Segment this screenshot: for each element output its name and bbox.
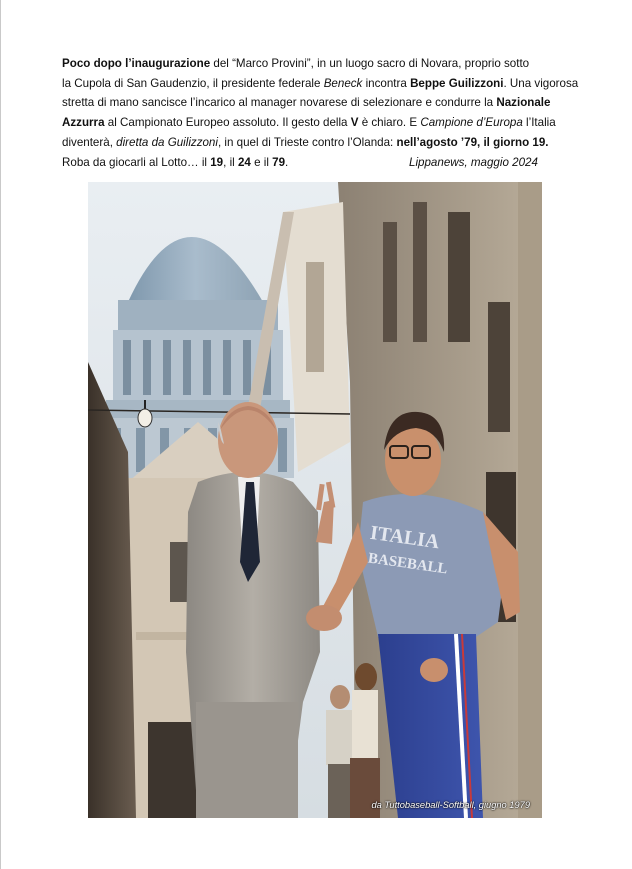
caption-text bbox=[62, 54, 579, 172]
photo-illustration bbox=[88, 182, 542, 818]
historic-photo bbox=[88, 182, 542, 818]
caption-line-6: Roba da giocarli al Lotto… il 19, il 24 e il 79. Lippanews, maggio 2024 bbox=[62, 153, 562, 173]
handshake bbox=[306, 605, 342, 631]
caption-line-1: Poco dopo l’inaugurazione del “Marco Provini”, in un luogo sacro di Novara, proprio sotto bbox=[62, 57, 530, 70]
article-credit: Lippanews, maggio 2024 bbox=[409, 155, 538, 169]
caption-line-5: diventerà, diretta da Guilizzoni, in quel di Trieste contro l’Olanda: nell’agosto ’79, il giorno 19. bbox=[62, 135, 549, 149]
shirt-text-italia: ITALIA bbox=[368, 521, 441, 554]
page-border bbox=[0, 0, 1, 869]
caption-line-2: la Cupola di San Gaudenzio, il presidente federale Beneck incontra Beppe Guilizzoni. Una vigorosa bbox=[62, 76, 579, 90]
caption-line-3: stretta di mano sancisce l’incarico al manager novarese di selezionare e condurre la Nazionale bbox=[62, 96, 551, 110]
caption-line-4: Azzurra al Campionato Europeo assoluto. Il gesto della V è chiaro. E Campione d’Europa l’Italia bbox=[62, 116, 556, 130]
photo-credit: da Tuttobaseball-Softball, giugno 1979 bbox=[371, 800, 530, 810]
shirt-text-baseball: BASEBALL bbox=[366, 550, 449, 578]
